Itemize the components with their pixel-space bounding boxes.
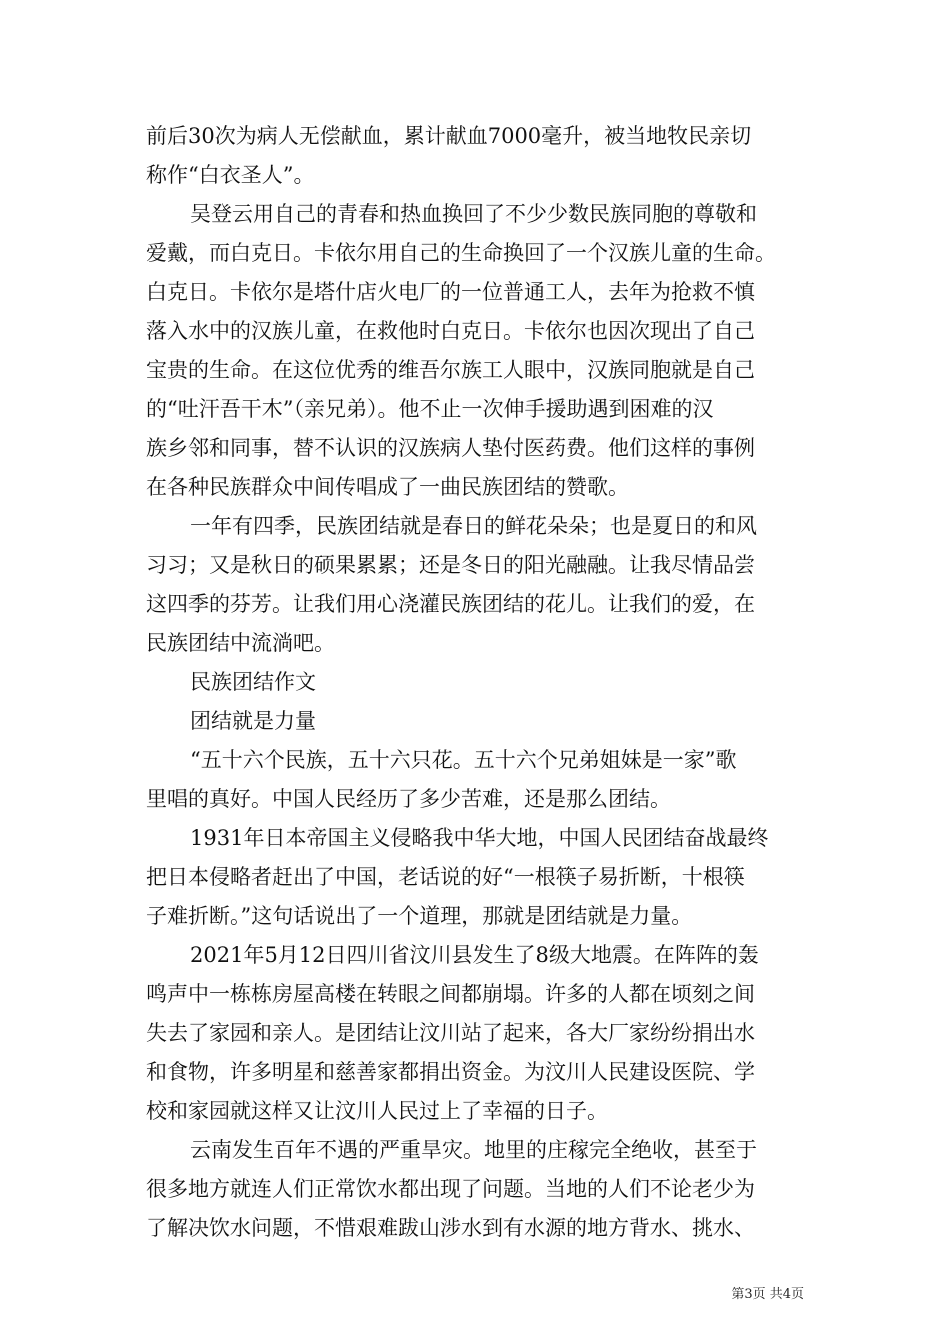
text-line: 这四季的芬芳。让我们用心浇灌民族团结的花儿。让我们的爱，在 [146, 592, 755, 616]
text-line: 民族团结中流淌吧。 [146, 631, 335, 655]
text-line: 前后30次为病人无偿献血，累计献血7000毫升，被当地牧民亲切 [146, 124, 752, 148]
document-body [146, 117, 811, 1248]
text-line: 里唱的真好。中国人民经历了多少苦难，还是那么团结。 [146, 787, 671, 811]
text-line: 和食物，许多明星和慈善家都捐出资金。为汶川人民建设医院、学 [146, 1060, 755, 1084]
paragraph-start-line: 吴登云用自己的青春和热血换回了不少少数民族同胞的尊敬和 [190, 202, 757, 226]
paragraph-start-line: “五十六个民族，五十六只花。五十六个兄弟姐妹是一家”歌 [190, 748, 737, 772]
paragraph-start-line: 1931年日本帝国主义侵略我中华大地，中国人民团结奋战最终 [190, 826, 769, 850]
text-line: 的“吐汗吾干木”（亲兄弟）。他不止一次伸手援助遇到困难的汉 [146, 397, 714, 421]
paragraph-start-line: 云南发生百年不遇的严重旱灾。地里的庄稼完全绝收，甚至于 [190, 1138, 757, 1162]
text-line: 宝贵的生命。在这位优秀的维吾尔族工人眼中，汉族同胞就是自己 [146, 358, 755, 382]
paragraph-start-line: 2021年5月12日四川省汶川县发生了8级大地震。在阵阵的轰 [190, 943, 759, 967]
text-line: 把日本侵略者赶出了中国，老话说的好“一根筷子易折断，十根筷 [146, 865, 745, 889]
text-line: 鸣声中一栋栋房屋高楼在转眼之间都崩塌。许多的人都在顷刻之间 [146, 982, 755, 1006]
text-line: 很多地方就连人们正常饮水都出现了问题。当地的人们不论老少为 [146, 1177, 755, 1201]
text-line: 白克日。卡依尔是塔什店火电厂的一位普通工人，去年为抢救不慎 [146, 280, 755, 304]
text-line: 在各种民族群众中间传唱成了一曲民族团结的赞歌。 [146, 475, 629, 499]
section-heading: 民族团结作文 [190, 670, 316, 694]
text-line: 了解决饮水问题，不惜艰难跋山涉水到有水源的地方背水、挑水、 [146, 1216, 755, 1240]
text-line: 失去了家园和亲人。是团结让汶川站了起来，各大厂家纷纷捐出水 [146, 1021, 755, 1045]
page-number: 第3页 共4页 [731, 1287, 804, 1302]
text-line: 校和家园就这样又让汶川人民过上了幸福的日子。 [146, 1099, 608, 1123]
text-line: 称作“白衣圣人”。 [146, 163, 315, 187]
text-line: 爱戴，而白克日。卡依尔用自己的生命换回了一个汉族儿童的生命。 [146, 241, 776, 265]
text-line: 子难折断。”这句话说出了一个道理，那就是团结就是力量。 [146, 904, 693, 928]
paragraph-start-line: 一年有四季，民族团结就是春日的鲜花朵朵；也是夏日的和风 [190, 514, 757, 538]
essay-title: 团结就是力量 [190, 709, 316, 733]
text-line: 族乡邻和同事，替不认识的汉族病人垫付医药费。他们这样的事例 [146, 436, 755, 460]
text-line: 习习；又是秋日的硕果累累；还是冬日的阳光融融。让我尽情品尝 [146, 553, 755, 577]
text-line: 落入水中的汉族儿童，在救他时白克日。卡依尔也因次现出了自己 [146, 319, 755, 343]
